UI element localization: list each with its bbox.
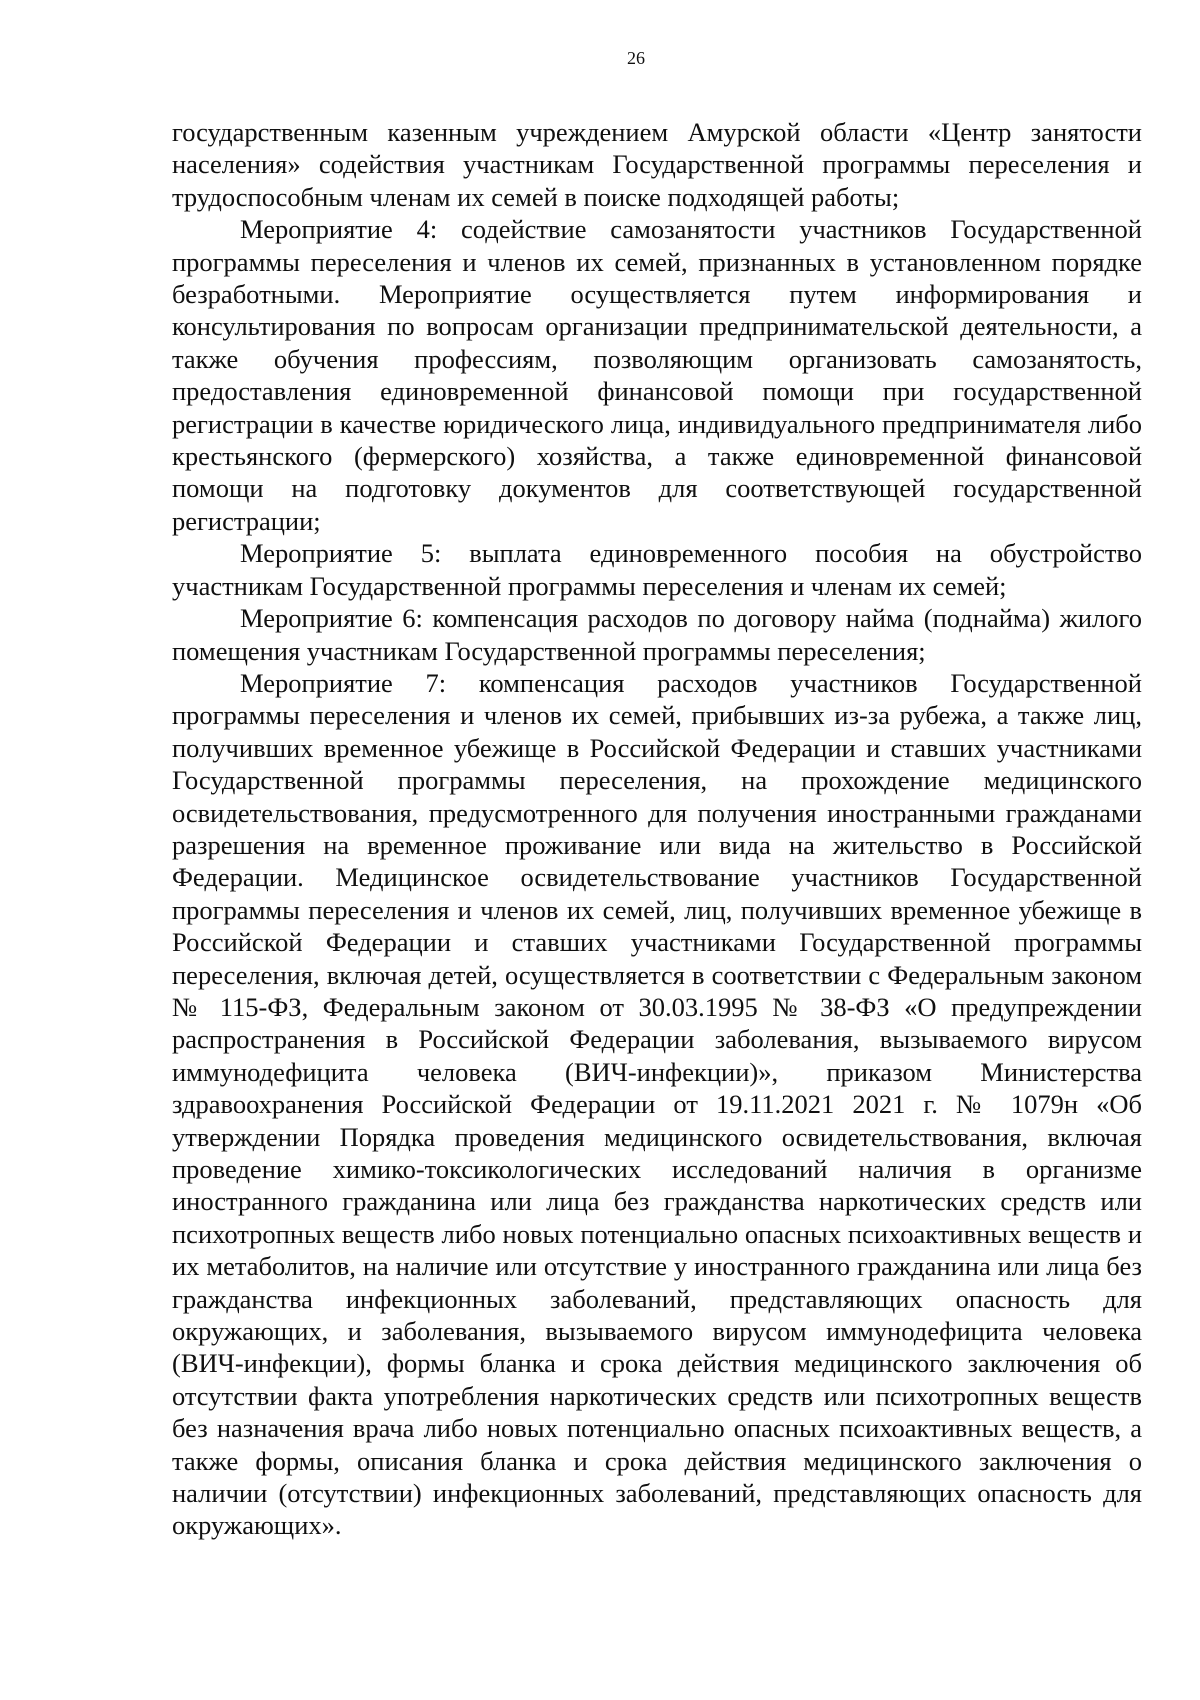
paragraph-measure-7: Мероприятие 7: компенсация расходов участников Государственной программы переселения и членов их семей, прибывших из-за рубежа, а также лиц, получивших временное убежище в Российской Федерации и ставших участниками Государственной программы переселения, на прохождение медицинского освидетельствования, предусмотренного для получения иностранными гражданами разрешения на временное проживание или вида на жительство в Российской Федерации. Медицинское освидетельствование участников Государственной программы переселения и членов их семей, лиц, получивших временное убежище в Российской Федерации и ставших участниками Государственной программы переселения, включая детей, осуществляется в соответствии с Федеральным законом № 115-ФЗ, Федеральным законом от 30.03.1995 № 38-ФЗ «О предупреждении распространения в Российской Федерации заболевания, вызываемого вирусом иммунодефицита человека (ВИЧ-инфекции)», приказом Министерства здравоохранения Российской Федерации от 19.11.2021 2021 г. № 1079н «Об утверждении Порядка проведения медицинского освидетельствования, включая проведение химико-токсикологических исследований наличия в организме иностранного гражданина или лица без гражданства наркотических средств или психотропных веществ либо новых потенциально опасных психоактивных веществ и их метаболитов, на наличие или отсутствие у иностранного гражданина или лица без гражданства инфекционных заболеваний, представляющих опасность для окружающих, и заболевания, вызываемого вирусом иммунодефицита человека (ВИЧ-инфекции), формы бланка и срока действия медицинского заключения об отсутствии факта употребления наркотических средств или психотропных веществ без назначения врача либо новых потенциально опасных психоактивных веществ, а также формы, описания бланка и срока действия медицинского заключения о наличии (отсутствии) инфекционных заболеваний, представляющих опасность для окружающих». [172,667,1142,1541]
paragraph-measure-5: Мероприятие 5: выплата единовременного пособия на обустройство участникам Государственной программы переселения и членам их семей; [172,538,1142,601]
paragraph-measure-4: Мероприятие 4: содействие самозанятости участников Государственной программы переселения и членов их семей, признанных в установленном порядке безработными. Мероприятие осуществляется путем информирования и консультирования по вопросам организации предпринимательской деятельности, а также обучения профессиям, позволяющим организовать самозанятость, предоставления единовременной финансовой помощи при государственной регистрации в качестве юридического лица, индивидуального предпринимателя либо крестьянского (фермерского) хозяйства, а также единовременной финансовой помощи на подготовку документов для соответствующей государственной регистрации; [172,214,1142,536]
paragraph-measure-6: Мероприятие 6: компенсация расходов по договору найма (поднайма) жилого помещения участникам Государственной программы переселения; [172,603,1142,666]
paragraph-continuation: государственным казенным учреждением Амурской области «Центр занятости населения» содействия участникам Государственной программы переселения и трудоспособным членам их семей в поиске подходящей работы; [172,117,1142,212]
page-number: 26 [627,48,645,68]
document-body [172,116,1142,1542]
